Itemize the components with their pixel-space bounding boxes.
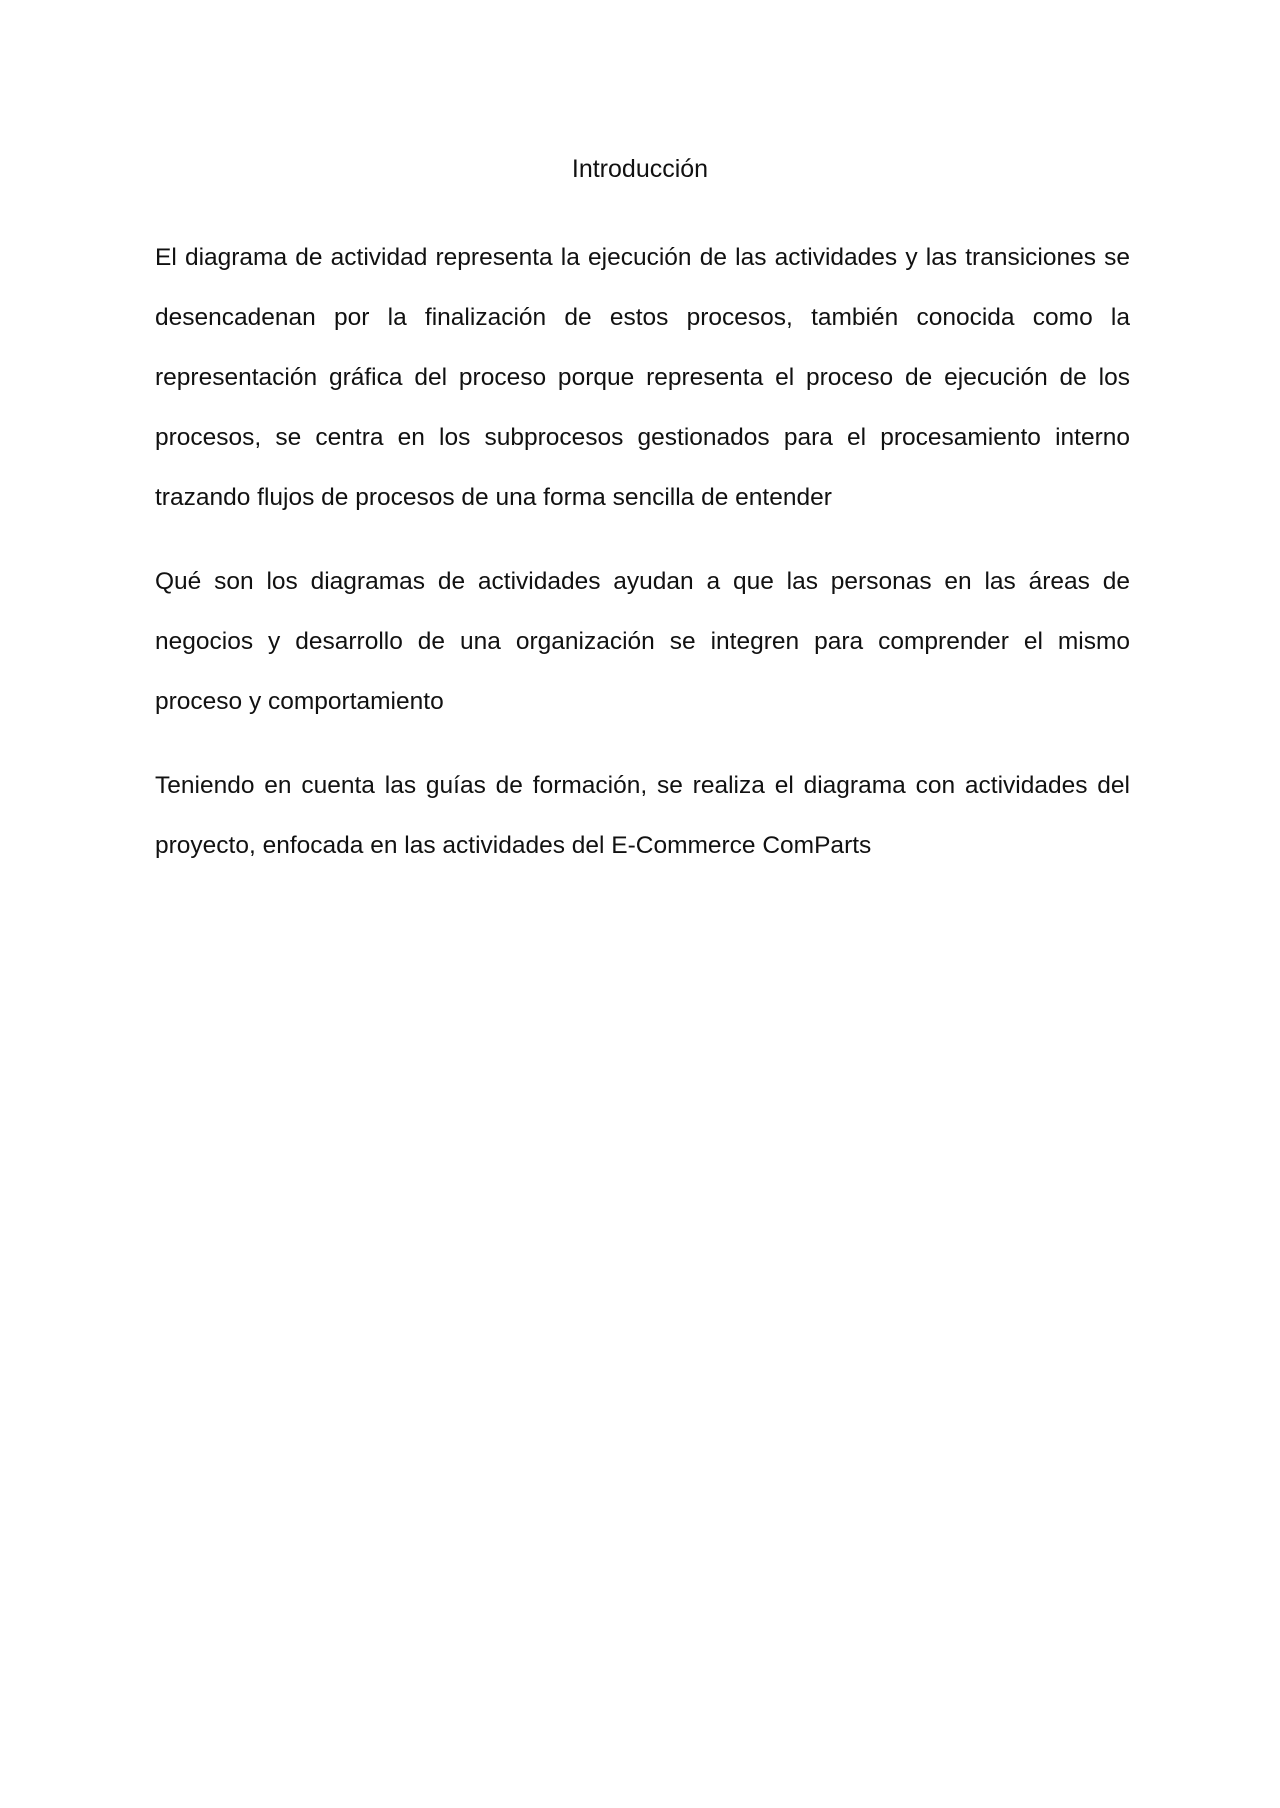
page-title: Introducción — [571, 155, 709, 183]
paragraph-2: Qué son los diagramas de actividades ayudan a que las personas en las áreas de negocios y desarrollo de una organización se integren para comprender el mismo proceso y comportamiento — [155, 568, 1130, 715]
paragraph-3: Teniendo en cuenta las guías de formación, se realiza el diagrama con actividades del proyecto, enfocada en las actividades del E-Commerce ComParts — [155, 772, 1130, 859]
paragraph-1: El diagrama de actividad representa la ejecución de las actividades y las transiciones se desencadenan por la finalización de estos procesos, también conocida como la representación gráfica del proceso porque representa el proceso de ejecución de los procesos, se centra en los subprocesos gestionados para el procesamiento interno trazando flujos de procesos de una forma sencilla de entender — [155, 244, 1130, 511]
document-body — [155, 228, 1130, 900]
